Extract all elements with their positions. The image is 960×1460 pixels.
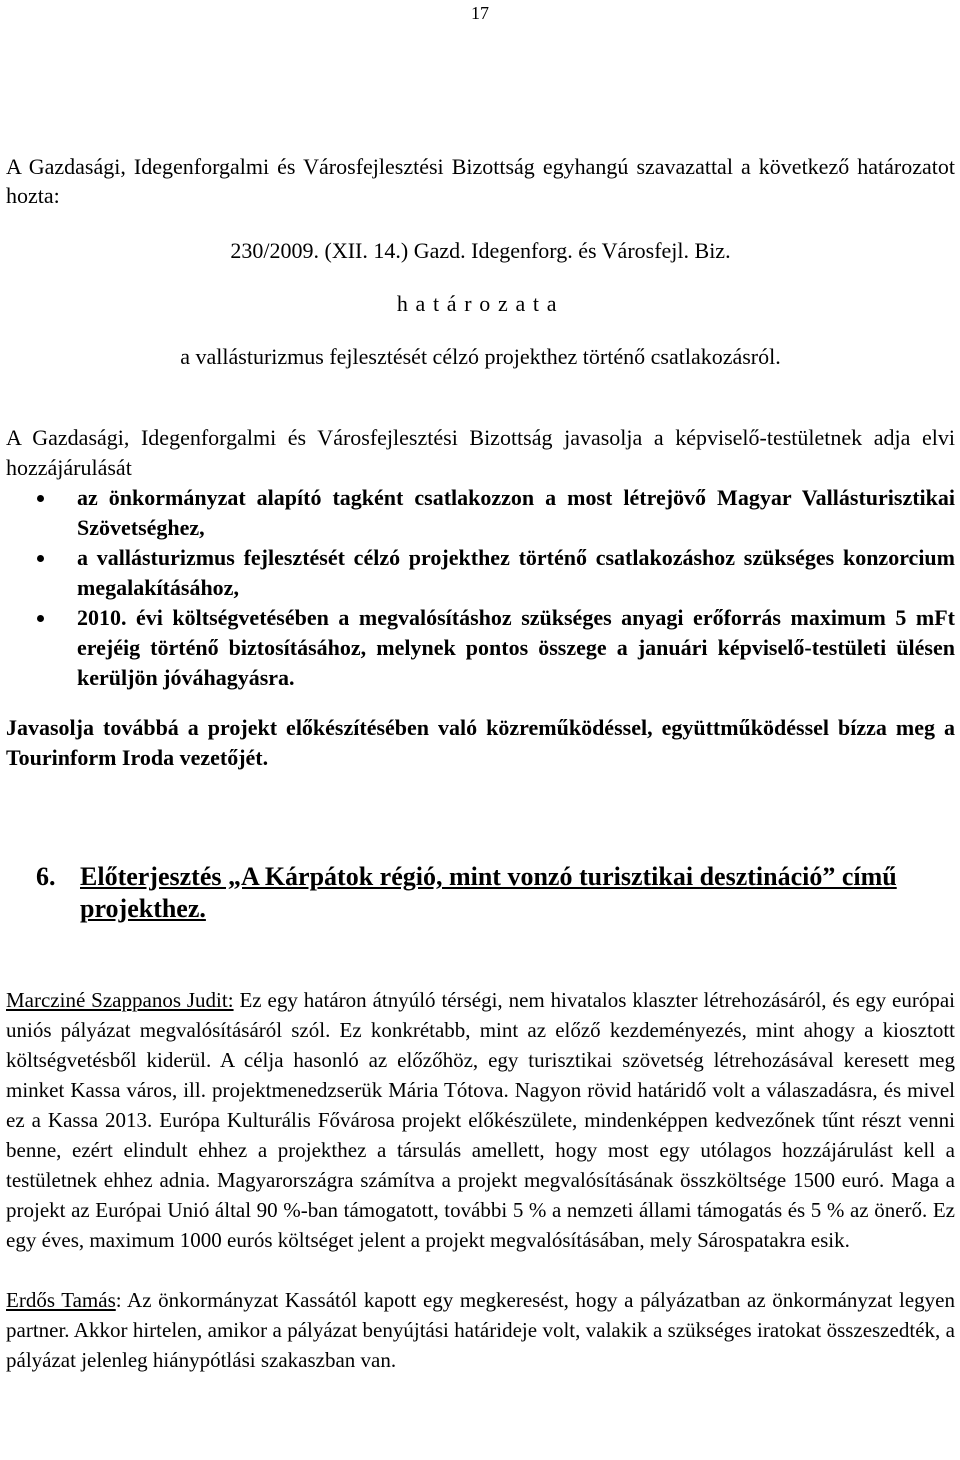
speaker-name: Erdős Tamás (6, 1288, 116, 1312)
bullet-dot-icon (37, 555, 44, 562)
proposal-intro: A Gazdasági, Idegenforgalmi és Városfejlesztési Bizottság javasolja a képviselő-testületnek adja elvi hozzájárulását (6, 425, 955, 480)
page-number: 17 (471, 3, 489, 23)
speech-text: Ez egy határon átnyúló térségi, nem hivatalos klaszter létrehozásáról, és egy európai uniós pályázat megvalósításáról szól. Ez konkrétabb, mint az előző kezdeményezés, mint ahogy a kiosztott költségvetésből kiderül. A célja hasonló az előzőhöz, egy turisztikai szövetség létrehozásával keresett meg minket Kassa város, ill. projektmenedzserük Mária Tótova. Nagyon rövid határidő volt a válaszadásra, és mivel ez a Kassa 2013. Európa Kulturális Fővárosa projekt előkészülete, mindenképpen kedvezőnek tűnt részt venni benne, ezért elindult ehhez a projekthez a társulás amellett, hogy most egy utólagos hozzájárulást kell a testületnek ehhez adnia. Magyarországra számítva a projekt megvalósításának összköltsége 1500 euró. Maga a projekt az Európai Unió által 90 %-ban támogatott, további 5 % a nemzeti állami támogatás és 5 % az önerő. Ez egy éves, maximum 1000 eurós költséget jelent a projekt megvalósításában, mely Sárospatakra esik. (6, 988, 955, 1252)
section-title: Előterjesztés „A Kárpátok régió, mint vonzó turisztikai desztináció” című projekthez. (80, 862, 897, 923)
bullet-dot-icon (37, 495, 44, 502)
further-proposal: Javasolja továbbá a projekt előkészítésében való közreműködéssel, együttműködéssel bízza meg a Tourinform Iroda vezetőjét. (6, 715, 955, 770)
section-heading (6, 861, 955, 925)
proposal-bullet-item (6, 603, 955, 693)
proposal-bullet-text: 2010. évi költségvetésében a megvalósításhoz szükséges anyagi erőforrás maximum 5 mFt erejéig történő biztosításához, melynek pontos összege a januári képviselő-testületi ülésen kerüljön jóváhagyásra. (77, 605, 955, 690)
proposal-bullet-list (6, 483, 955, 693)
resolution-subject: a vallásturizmus fejlesztését célzó projekthez történő csatlakozásról. (180, 344, 781, 369)
proposal-bullet-text: az önkormányzat alapító tagként csatlakozzon a most létrejövő Magyar Vallásturisztikai Szövetséghez, (77, 485, 955, 540)
speech-paragraph (6, 1285, 955, 1375)
resolution-reference: 230/2009. (XII. 14.) Gazd. Idegenforg. és Városfejl. Biz. (230, 238, 731, 263)
speech-text: : Az önkormányzat Kassától kapott egy megkeresést, hogy a pályázatban az önkormányzat legyen partner. Akkor hirtelen, amikor a pályázat benyújtási határideje volt, valakik a szükséges iratokat összeszedték, a pályázat jelenleg hiánypótlási szakaszban van. (6, 1288, 956, 1372)
intro-paragraph: A Gazdasági, Idegenforgalmi és Városfejlesztési Bizottság egyhangú szavazattal a következő határozatot hozta: (6, 154, 955, 208)
proposal-bullet-item (6, 543, 955, 603)
resolution-heading: határozata (396, 291, 565, 316)
speaker-name: Marcziné Szappanos Judit: (6, 988, 234, 1012)
bullet-dot-icon (37, 615, 44, 622)
proposal-bullet-item (6, 483, 955, 543)
section-number: 6. (36, 862, 56, 891)
proposal-bullet-text: a vallásturizmus fejlesztését célzó projekthez történő csatlakozáshoz szükséges konzorcium megalakításához, (77, 545, 955, 600)
document-body (6, 152, 955, 1375)
speech-paragraph (6, 985, 955, 1255)
